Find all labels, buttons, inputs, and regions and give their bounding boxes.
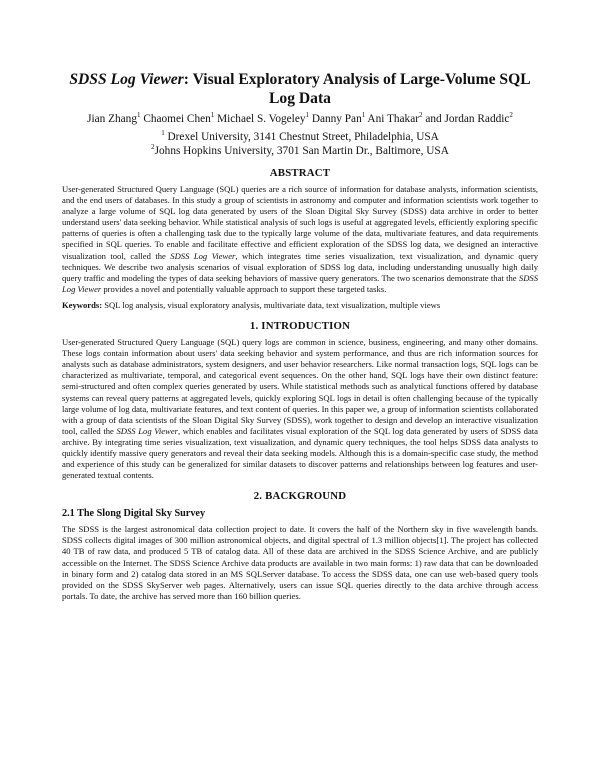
author: Danny Pan (311, 113, 362, 125)
paper-title (62, 70, 538, 108)
author-mark: 1 (305, 111, 309, 120)
author: Jian Zhang (87, 113, 137, 125)
affiliation-text: Johns Hopkins University, 3701 San Martin Dr., Baltimore, USA (154, 144, 449, 157)
abstract-tool-name: SDSS Log Viewer (170, 250, 236, 261)
background-paragraph: The SDSS is the largest astronomical data collection project to date. It covers the half of the Northern sky in five wavelength bands. SDSS collects digital images of 300 million astronomical objects, and digital spectral of 1.3 million objects[1]. The project has collected 40 TB of raw data, and produced 5 TB of catalog data. All of these data are archived in the SDSS Science Archive, and are publicly accessible on the Internet. The SDSS Science Archive data products are available in two main forms: 1) raw data that can be downloaded in binary form and 2) catalog data stored in an MS SQLServer database. To access the SDSS data, one can use web-based query tools provided on the SDSS SkyServer web pages. Alternatively, users can issue SQL queries directly to the data archive through access portals. To date, the archive has served more than 160 billion queries. (62, 524, 538, 601)
affiliations (62, 131, 538, 158)
author: Michael S. Vogeley (217, 113, 306, 125)
keywords (62, 300, 538, 311)
background-heading: 2. BACKGROUND (253, 490, 347, 503)
affiliation-mark: 2 (151, 142, 155, 151)
title-italic-part: SDSS Log Viewer (69, 71, 184, 88)
intro-text-1: User-generated Structured Query Language (SQL) query logs are common in science, business, engineering, and many other domains. These logs contain information about users' data seeking behavior and system performance, and thus are rich information sources for analysts such as database administrators, system designers, and user behavior researchers. Like normal transaction logs, SQL logs can be characterized as multivariate, temporal, and categorical event sequences. On the other hand, SQL logs have their own distinct feature: semi-structured and often complex queries generated by users. While statistical methods such as analytical functions offered by database systems can reveal query patterns at aggregated levels, quickly exploring SQL logs in detail is often challenging because of the typically large volume of log data, multivariate features, and text content of queries. In this paper we, a group of information scientists collaborated with a group of data scientists of the Sloan Digital Sky Survey (SDSS), work together to design and develop an interactive visualization tool, called the (62, 337, 538, 436)
author-list (62, 112, 538, 126)
author-mark: 1 (361, 111, 366, 120)
abstract-text-3: provides a novel and potentially valuable approach to support these targeted tasks. (101, 283, 387, 294)
intro-text-2: , which enables and facilitates visual exploration of the SQL log data generated by users of SDSS data archive. By integrating time series visualization, text visualization, and dynamic query techniques, the tool helps SDSS data analysts to quickly identify massive query generators and reveal their data seeking models. Although this is a domain-specific case study, the method and experience of this study can be generalized for similar datasets to discover patterns and relationships between log features and user-generated textual contents. (62, 425, 538, 481)
affiliation-mark: 1 (161, 129, 165, 138)
paper-page (62, 0, 538, 602)
affiliation-2 (62, 142, 538, 159)
affiliation-1 (62, 131, 538, 145)
affiliation-text: Drexel University, 3141 Chestnut Street, Philadelphia, USA (167, 131, 439, 143)
author-mark: 2 (418, 111, 423, 120)
intro-heading: 1. INTRODUCTION (249, 320, 351, 333)
subsection-heading: 2.1 The Slong Digital Sky Survey (62, 508, 206, 520)
author-mark: 1 (136, 111, 141, 120)
abstract-tool-name: SDSS Log Viewer (62, 272, 538, 294)
abstract-heading: ABSTRACT (269, 167, 331, 179)
abstract-text-1: User-generated Structured Query Language (SQL) queries are a rich source of information for database analysts, information scientists, and the end users of databases. In this study a group of scientists in astronomy and computer and information scientists work together to analyze a large volume of SQL log data generated by users of the Sloan Digital Sky Survey (SDSS) data archive in order to better understand users' data seeking behavior. While statistical analysis of such logs is useful at aggregated levels, efficiently exploring specific patterns of queries is often a challenging task due to the typically large volume of the data, multivariate features, and data requirements specified in SQL queries. To enable and facilitate effective and efficient exploration of the SDSS log data, we designed an interactive visualization tool, called the (62, 184, 538, 261)
author-mark: 2 (509, 111, 513, 120)
intro-tool-name: SDSS Log Viewer (116, 425, 178, 436)
abstract-text-2: , which integrates time series visualization, text visualization, and dynamic query techniques. We describe two analysis scenarios of visual exploration of SDSS log data, including understanding unusually high daily query traffic and modeling the types of data seeking behaviors of massive query generators. The two scenarios demonstrate that the (62, 250, 538, 283)
author: Chaomei Chen (143, 113, 211, 125)
authors-joiner: and (425, 113, 442, 125)
abstract-paragraph (62, 184, 538, 295)
author: Ani Thakar (367, 113, 419, 125)
intro-paragraph (62, 337, 538, 481)
author-mark: 1 (210, 111, 215, 120)
keywords-text: SQL log analysis, visual exploratory analysis, multivariate data, text visualization, multiple views (102, 299, 441, 310)
title-rest: : Visual Exploratory Analysis of Large-Volume SQL Log Data (183, 71, 531, 107)
keywords-label: Keywords: (62, 299, 103, 310)
author: Jordan Raddic (444, 113, 510, 125)
